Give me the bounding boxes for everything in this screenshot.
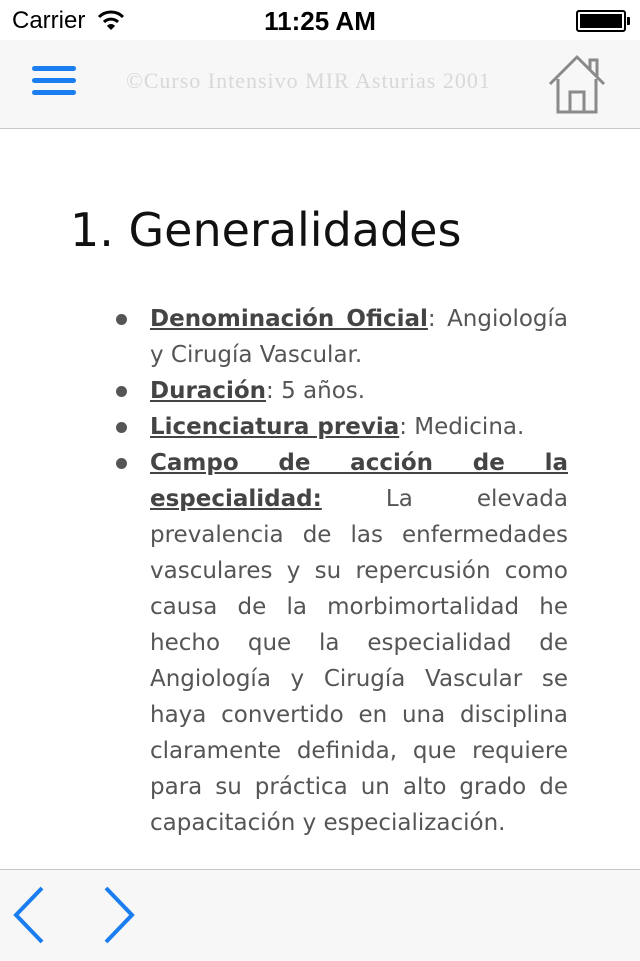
item-text: 5 años. (273, 378, 366, 404)
item-text: La elevada prevalencia de las enfermedades vasculares y su repercusión como causa de la morbimortalidad he hecho que la especialidad de Angiología y Cirugía Vascular se haya convertido en una disciplina claramente definida, que requiere para su práctica un alto grado de capacitación y especialización. (150, 486, 568, 836)
list-item: Denominación Oficial: Angiología y Cirugía Vascular. (150, 301, 568, 373)
item-key: Duración (150, 378, 267, 404)
page-title: 1. Generalidades (70, 203, 462, 257)
info-list (150, 301, 568, 841)
clock: 11:25 AM (264, 6, 376, 36)
status-bar (0, 0, 640, 40)
item-key: Licenciatura previa (150, 414, 400, 440)
item-text: Medicina. (406, 414, 525, 440)
chevron-right-icon[interactable] (98, 884, 138, 946)
list-item: Licenciatura previa: Medicina. (150, 409, 568, 445)
nav-header (0, 40, 640, 129)
header-watermark: ©Curso Intensivo MIR Asturias 2001 (126, 68, 491, 93)
item-text: Angiología y Cirugía Vascular. (150, 306, 568, 368)
bottom-toolbar (0, 869, 640, 961)
hamburger-icon (32, 66, 76, 71)
chevron-left-icon[interactable] (10, 884, 50, 946)
item-key: Campo de acción de la especialidad: (150, 450, 568, 512)
list-item (150, 445, 568, 841)
battery-icon (576, 10, 626, 32)
home-icon[interactable] (546, 52, 608, 116)
item-key: Denominación Oficial (150, 306, 428, 332)
carrier-label: Carrier (12, 7, 86, 34)
menu-button[interactable] (32, 62, 76, 98)
content-area[interactable] (0, 129, 640, 869)
list-item: Duración: 5 años. (150, 373, 568, 409)
